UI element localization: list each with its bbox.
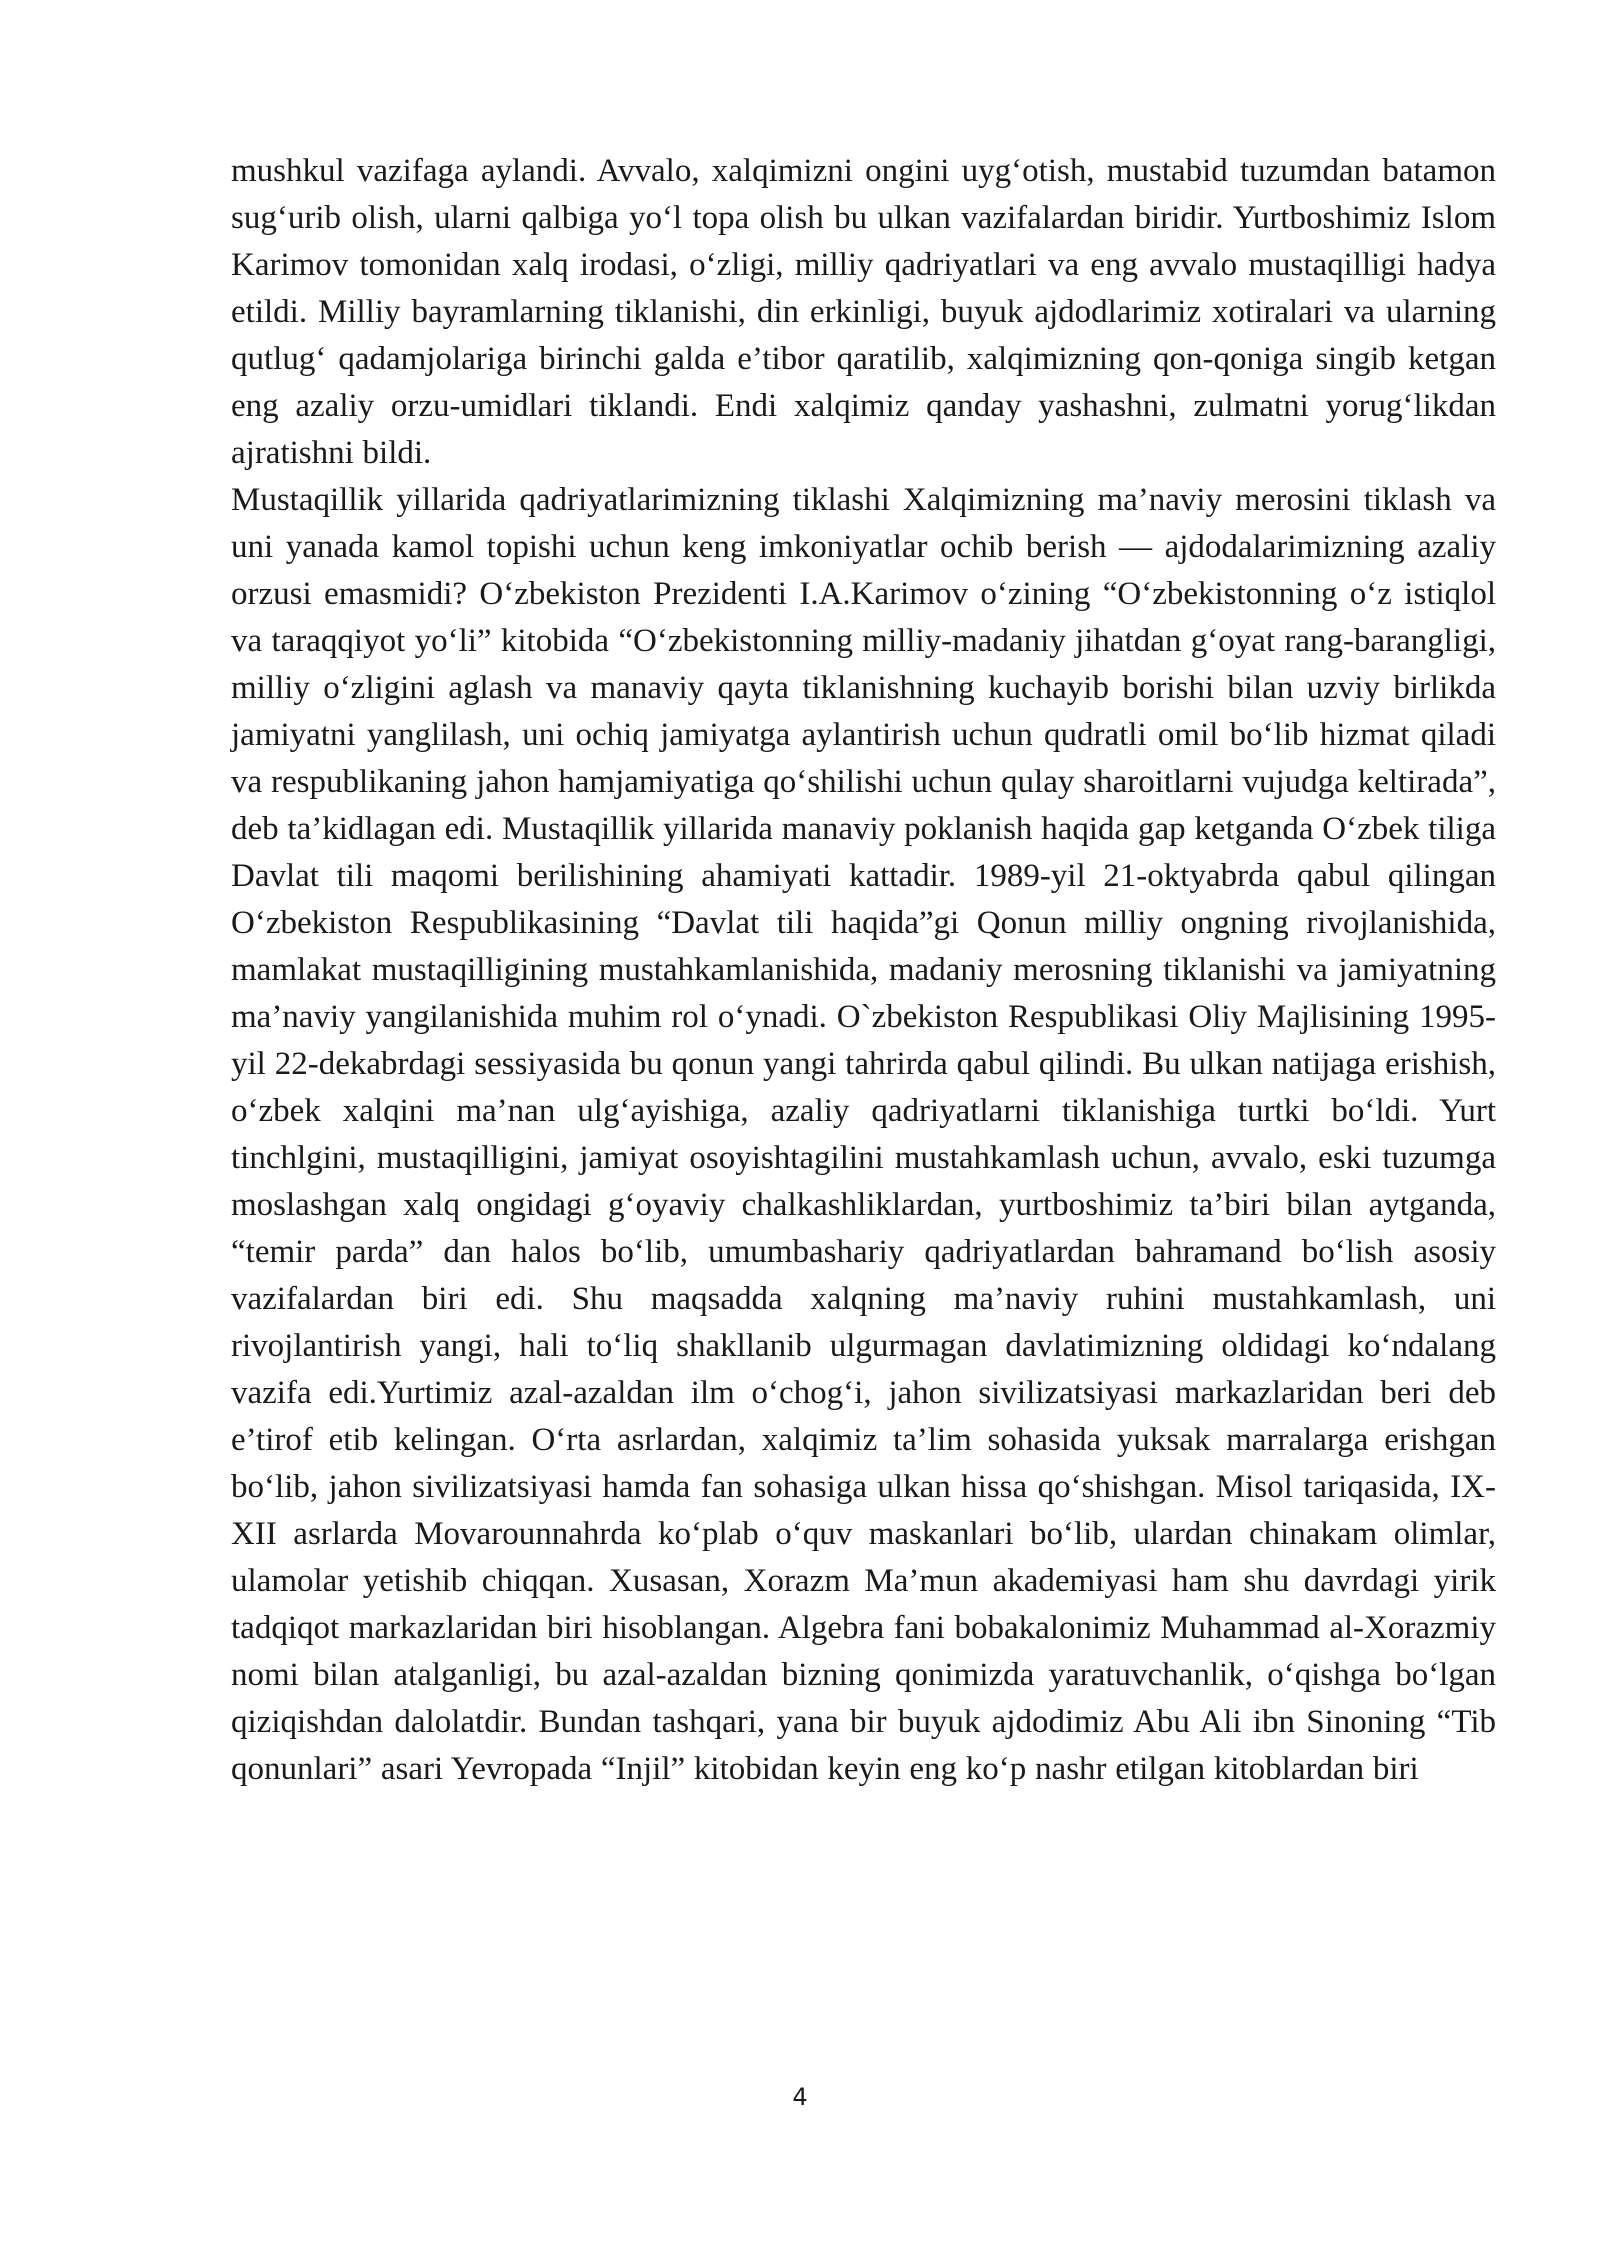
page-number: 4 bbox=[792, 2083, 808, 2111]
document-page bbox=[231, 148, 1496, 1793]
body-paragraph-1: mushkul vazifaga aylandi. Avvalo, xalqimizni ongini uyg‘otish, mustabid tuzumdan batamon sug‘urib olish, ularni qalbiga yo‘l topa olish bu ulkan vazifalardan biridir. Yurtboshimiz Islom Karimov tomonidan xalq irodasi, o‘zligi, milliy qadriyatlari va eng avvalo mustaqilligi hadya etildi. Milliy bayramlarning tiklanishi, din erkinligi, buyuk ajdodlarimiz xotiralari va ularning qutlug‘ qadamjolariga birinchi galda e’tibor qaratilib, xalqimizning qon-qoniga singib ketgan eng azaliy orzu-umidlari tiklandi. Endi xalqimiz qanday yashashni, zulmatni yorug‘likdan ajratishni bildi. bbox=[231, 153, 1496, 471]
body-paragraph-2: Mustaqillik yillarida qadriyatlarimizning tiklashi Xalqimizning ma’naviy merosini tiklash va uni yanada kamol topishi uchun keng imkoniyatlar ochib berish — ajdodalarimizning azaliy orzusi emasmidi? O‘zbekiston Prezidenti I.A.Karimov o‘zining “O‘zbekistonning o‘z istiqlol va taraqqiyot yo‘li” kitobida “O‘zbekistonning milliy-madaniy jihatdan g‘oyat rang-barangligi, milliy o‘zligini aglash va manaviy qayta tiklanishning kuchayib borishi bilan uzviy birlikda jamiyatni yanglilash, uni ochiq jamiyatga aylantirish uchun qudratli omil bo‘lib hizmat qiladi va respublikaning jahon hamjamiyatiga qo‘shilishi uchun qulay sharoitlarni vujudga keltirada”, deb ta’kidlagan edi. Mustaqillik yillarida manaviy poklanish haqida gap ketganda O‘zbek tiliga Davlat tili maqomi berilishining ahamiyati kattadir. 1989-yil 21-oktyabrda qabul qilingan O‘zbekiston Respublikasining “Davlat tili haqida”gi Qonun milliy ongning rivojlanishida, mamlakat mustaqilligining mustahkamlanishida, madaniy merosning tiklanishi va jamiyatning ma’naviy yangilanishida muhim rol o‘ynadi. O`zbekiston Respublikasi Oliy Majlisining 1995-yil 22-dekabrdagi sessiyasida bu qonun yangi tahrirda qabul qilindi. Bu ulkan natijaga erishish, o‘zbek xalqini ma’nan ulg‘ayishiga, azaliy qadriyatlarni tiklanishiga turtki bo‘ldi. Yurt tinchlgini, mustaqilligini, jamiyat osoyishtagilini mustahkamlash uchun, avvalo, eski tuzumga moslashgan xalq ongidagi g‘oyaviy chalkashliklardan, yurtboshimiz ta’biri bilan aytganda, “temir parda” dan halos bo‘lib, umumbashariy qadriyatlardan bahramand bo‘lish asosiy vazifalardan biri edi. Shu maqsadda xalqning ma’naviy ruhini mustahkamlash, uni rivojlantirish yangi, hali to‘liq shakllanib ulgurmagan davlatimizning oldidagi ko‘ndalang vazifa edi.Yurtimiz azal-azaldan ilm o‘chog‘i, jahon sivilizatsiyasi markazlaridan beri deb e’tirof etib kelingan. O‘rta asrlardan, xalqimiz ta’lim sohasida yuksak marralarga erishgan bo‘lib, jahon sivilizatsiyasi hamda fan sohasiga ulkan hissa qo‘shishgan. Misol tariqasida, IX-XII asrlarda Movarounnahrda ko‘plab o‘quv maskanlari bo‘lib, ulardan chinakam olimlar, ulamolar yetishib chiqqan. Xusasan, Xorazm Ma’mun akademiyasi ham shu davrdagi yirik tadqiqot markazlaridan biri hisoblangan. Algebra fani bobakalonimiz Muhammad al-Xorazmiy nomi bilan atalganligi, bu azal-azaldan bizning qonimizda yaratuvchanlik, o‘qishga bo‘lgan qiziqishdan dalolatdir. Bundan tashqari, yana bir buyuk ajdodimiz Abu Ali ibn Sinoning “Tib qonunlari” asari Yevropada “Injil” kitobidan keyin eng ko‘p nashr etilgan kitoblardan biri bbox=[231, 482, 1496, 1787]
